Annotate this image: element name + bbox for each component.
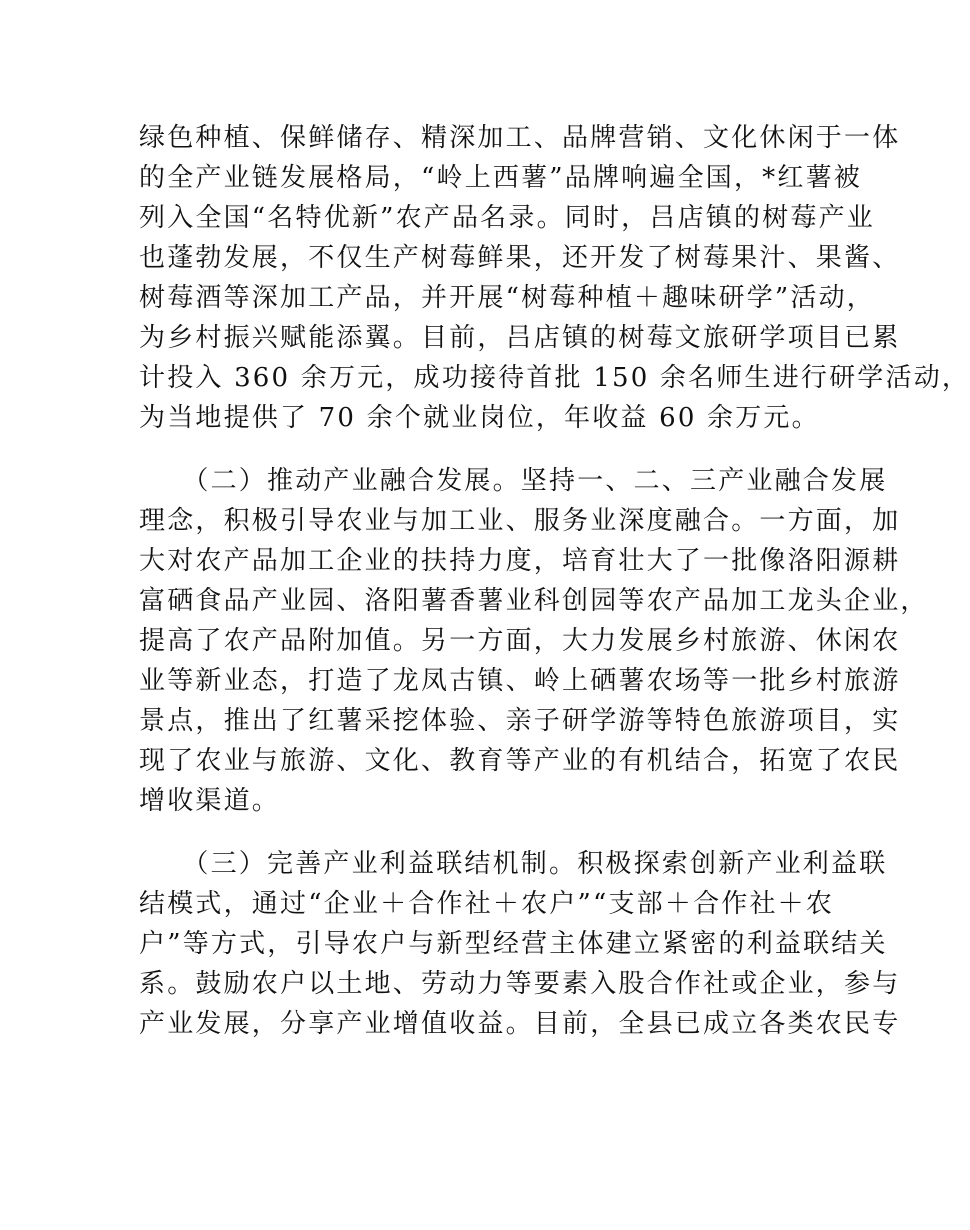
text-line: 业等新业态，打造了龙凤古镇、岭上硒薯农场等一批乡村旅游 [139, 666, 901, 696]
text-line: 富硒食品产业园、洛阳薯香薯业科创园等农产品加工龙头企业， [139, 586, 929, 616]
text-line: 提高了农产品附加值。另一方面，大力发展乡村旅游、休闲农 [139, 626, 901, 656]
text-line: 产业发展，分享产业增值收益。目前，全县已成立各类农民专 [139, 1009, 901, 1039]
text-line: 户”等方式，引导农户与新型经营主体建立紧密的利益联结关 [139, 929, 888, 959]
paragraph-1 [139, 118, 970, 438]
text-line: 树莓酒等深加工产品，并开展“树莓种植＋趣味研学”活动， [139, 283, 875, 313]
text-line: 计投入 360 余万元，成功接待首批 150 余名师生进行研学活动， [139, 363, 970, 393]
text-line: 也蓬勃发展，不仅生产树莓鲜果，还开发了树莓果汁、果酱、 [139, 243, 901, 273]
text-line: 为当地提供了 70 余个就业岗位，年收益 60 余万元。 [139, 403, 820, 433]
text-line: 大对农产品加工企业的扶持力度，培育壮大了一批像洛阳源耕 [139, 546, 901, 576]
text-line: 理念，积极引导农业与加工业、服务业深度融合。一方面，加 [139, 506, 901, 536]
body-text [139, 118, 970, 1044]
text-line: （三）完善产业利益联结机制。积极探索创新产业利益联 [139, 849, 888, 879]
paragraph-2 [139, 461, 929, 821]
text-line: 现了农业与旅游、文化、教育等产业的有机结合，拓宽了农民 [139, 746, 901, 776]
text-line: （二）推动产业融合发展。坚持一、二、三产业融合发展 [139, 466, 888, 496]
text-line: 绿色种植、保鲜储存、精深加工、品牌营销、文化休闲于一体 [139, 123, 901, 153]
text-line: 结模式，通过“企业＋合作社＋农户”“支部＋合作社＋农 [139, 889, 835, 919]
text-line: 列入全国“名特优新”农产品名录。同时，吕店镇的树莓产业 [139, 203, 875, 233]
text-line: 增收渠道。 [139, 786, 281, 816]
paragraph-3 [139, 844, 901, 1044]
text-line: 的全产业链发展格局，“岭上西薯”品牌响遍全国，*红薯被 [139, 163, 862, 193]
text-line: 景点，推出了红薯采挖体验、亲子研学游等特色旅游项目，实 [139, 706, 901, 736]
text-line: 为乡村振兴赋能添翼。目前，吕店镇的树莓文旅研学项目已累 [139, 323, 901, 353]
text-line: 系。鼓励农户以土地、劳动力等要素入股合作社或企业，参与 [139, 969, 901, 999]
paragraph-spacer [139, 821, 829, 844]
paragraph-spacer [139, 438, 829, 461]
